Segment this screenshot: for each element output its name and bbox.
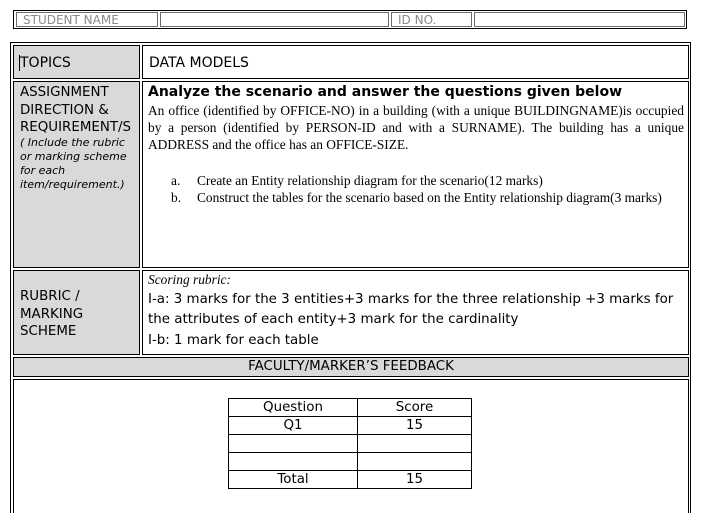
rubric-title: Scoring rubric: [148,272,231,287]
assignment-label-line: DIRECTION & [20,102,109,118]
total-value: 15 [358,471,472,489]
topics-value-cell [142,45,689,79]
rubric-label-line: SCHEME [20,324,77,339]
table-row [229,453,472,471]
topics-label-cell [13,45,140,79]
assignment-note [20,136,127,192]
assignment-label-line: REQUIREMENT/S [20,120,132,135]
score-cell [358,453,472,471]
topics-label: TOPICS [20,55,71,71]
assignment-label [20,84,131,137]
assignment-note-line: or marking scheme [20,150,127,163]
score-cell [358,435,472,453]
question-cell [229,435,358,453]
table-row [229,417,472,435]
topics-value: DATA MODELS [149,55,249,71]
assignment-note-line: ( Include the rubric [20,136,125,149]
assignment-label-line: ASSIGNMENT [20,85,109,100]
question-text-a: Create an Entity relationship diagram for the scenario(12 marks) [197,173,543,188]
feedback-label: FACULTY/MARKER’S FEEDBACK [248,359,454,374]
assignment-label-cell [13,81,140,268]
text-cursor [19,55,20,71]
student-name-field[interactable] [160,12,389,27]
scenario-text: An office (identified by OFFICE-NO) in a building (with a unique BUILDINGNAME)is occupied by a person (identified by PERSON-ID and with a SURNAME). The building has a unique ADDRESS and the office has an OFFICE-SIZE. [148,103,684,152]
assignment-note-line: item/requirement.) [20,178,125,191]
rubric-label [20,288,83,341]
table-row [229,435,472,453]
score-cell: 15 [358,417,472,435]
score-table [228,398,472,489]
assignment-note-line: for each [20,164,66,177]
question-cell: Q1 [229,417,358,435]
assignment-heading: Analyze the scenario and answer the questions given below [148,84,622,100]
table-header-score: Score [358,399,472,417]
assignment-content-cell [142,81,689,268]
question-cell [229,453,358,471]
id-no-label: ID NO. [391,12,472,27]
question-marker-b: b. [171,190,182,205]
rubric-label-cell [13,270,140,355]
rubric-line-1: I-a: 3 marks for the 3 entities+3 marks for the three relationship +3 marks for the attributes of each entity+3 mark for the cardinality [148,292,674,327]
question-item-b [171,189,685,206]
rubric-line-2: I-b: 1 mark for each table [148,333,319,348]
feedback-header [13,357,689,377]
question-marker-a: a. [171,173,181,188]
total-row [229,471,472,489]
question-item-a [171,172,685,189]
rubric-content-cell [142,270,689,355]
table-header-question: Question [229,399,358,417]
table-header-row [229,399,472,417]
id-no-field[interactable] [474,12,685,27]
rubric-label-line: MARKING [20,306,84,322]
rubric-label-line: RUBRIC / [20,289,80,304]
total-label: Total [229,471,358,489]
student-name-label: STUDENT NAME [16,12,158,27]
question-text-b: Construct the tables for the scenario based on the Entity relationship diagram(3 marks) [197,190,662,205]
